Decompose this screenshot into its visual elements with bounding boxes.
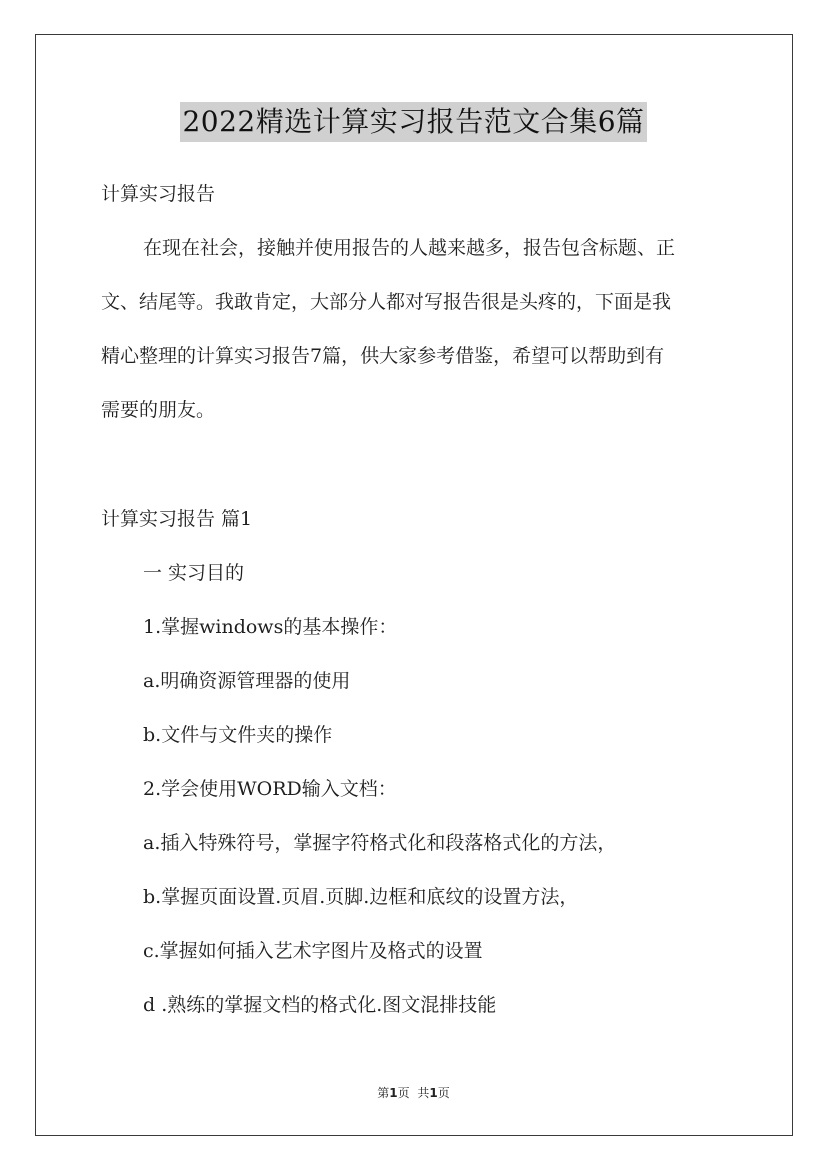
intro-paragraph-line: 文、结尾等。我敢肯定，大部分人都对写报告很是头疼的，下面是我 (101, 291, 672, 313)
list-item: 一 实习目的 (143, 562, 245, 584)
intro-paragraph-line: 精心整理的计算实习报告7篇，供大家参考借鉴，希望可以帮助到有 (101, 345, 665, 367)
document-title: 2022精选计算实习报告范文合集6篇 (180, 102, 646, 142)
list-item: a.插入特殊符号，掌握字符格式化和段落格式化的方法， (143, 832, 617, 854)
footer-total-prefix: 共 (417, 1086, 430, 1100)
list-item: c.掌握如何插入艺术字图片及格式的设置 (143, 940, 483, 962)
footer-total-number: 1 (429, 1086, 438, 1100)
title-container (0, 102, 827, 142)
list-item: 1.掌握windows的基本操作： (143, 616, 398, 638)
list-item: b.掌握页面设置.页眉.页脚.边框和底纹的设置方法， (143, 886, 579, 908)
page-footer (0, 1084, 827, 1101)
list-item: a.明确资源管理器的使用 (143, 670, 351, 692)
intro-paragraph-line: 需要的朋友。 (101, 399, 216, 421)
section-heading: 计算实习报告 篇1 (101, 508, 253, 530)
footer-page-suffix: 页 (397, 1086, 410, 1100)
footer-page-prefix: 第 (377, 1086, 390, 1100)
list-item: 2.学会使用WORD输入文档： (143, 778, 397, 800)
intro-paragraph-line: 在现在社会，接触并使用报告的人越来越多，报告包含标题、正 (143, 237, 676, 259)
footer-total-suffix: 页 (437, 1086, 450, 1100)
footer-page-number: 1 (389, 1086, 398, 1100)
list-item: d .熟练的掌握文档的格式化.图文混排技能 (143, 994, 497, 1016)
list-item: b.文件与文件夹的操作 (143, 724, 333, 746)
intro-heading: 计算实习报告 (101, 183, 216, 205)
